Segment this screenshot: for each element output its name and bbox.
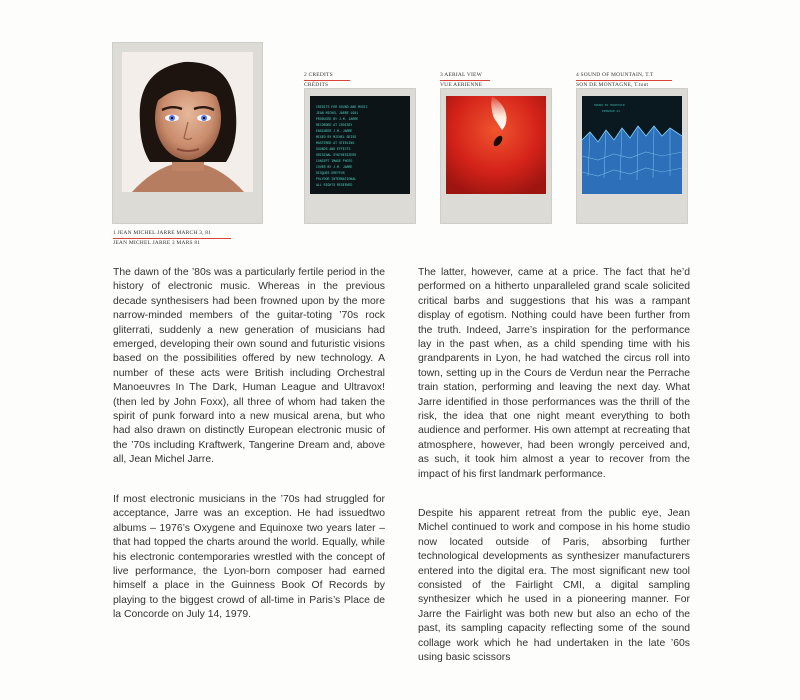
caption-photo-4-line-1: 4 SOUND OF MOUNTAIN, T.T <box>576 72 654 78</box>
caption-photo-2-line-2: CRÉDITS <box>304 82 329 88</box>
credits-screen-line: POLYDOR INTERNATIONAL <box>316 177 357 181</box>
caption-photo-1-line-1: 1 JEAN MICHEL JARRE MARCH 3, 81 <box>113 230 212 236</box>
photo-credits <box>304 88 416 224</box>
credits-screen-line: SOUNDS AND EFFECTS <box>316 147 351 151</box>
photo-sound-of-mountain <box>576 88 688 224</box>
caption-photo-1 <box>113 230 231 247</box>
caption-photo-1-line-2: JEAN MICHEL JARRE 3 MARS 81 <box>113 240 201 246</box>
credits-screen-line: DISQUES DREYFUS <box>316 171 345 175</box>
caption-photo-3-line-1: 3 AERIAL VIEW <box>440 72 483 78</box>
credits-screen-line: MIXED BY MICHEL GEISS <box>316 135 357 139</box>
caption-photo-4 <box>576 72 672 89</box>
credits-screen-line: ALL RIGHTS RESERVED <box>316 183 353 187</box>
paragraph-left-2: If most electronic musicians in the ’70s had struggled for acceptance, Jarre was an exception. He had issuedtwo albums – 1976’s Oxygene and Equinoxe two years later – that had topped the charts around the world. Equally, while his electronic contemporaries wrestled with the concept of live performance, the Lyon-born composer had earned himself a place in the Guinness Book Of Records by playing to the biggest crowd of all-time in Paris’s Place de la Concorde on July 14, 1979. <box>113 494 385 621</box>
paragraph-left-1: The dawn of the ’80s was a particularly fertile period in the history of electronic music. Whereas in the previous decade synthesisers had been frowned upon by the more narrow-minded members of the guitar-toting ’70s rock gliterrati, suddenly a new generation of musicians had emerged, developing their own sound and futuristic visions based on the possibilities offered by new technology. A number of these acts were British including Orchestral Manoeuvres In The Dark, Human League and Ultravox! (then led by John Foxx), all three of whom had taken the spirit of punk forward into a new musical arena, but who had also drawn on distinctly European electronic music of the ’70s including Kraftwerk, Tangerine Dream and, above all, Jean Michel Jarre. <box>113 267 385 466</box>
credits-screen-line: COVER BY J.M. JARRE <box>316 165 353 169</box>
credits-screen-line: CONCEPT IMAGE PHOTO <box>316 159 353 163</box>
caption-photo-4-line-2: SON DE MONTAGNE, T.tout <box>576 82 649 88</box>
credits-screen-line: ENGINEER J.M. JARRE <box>316 129 353 133</box>
credits-screen-line: PRODUCED BY J.M. JARRE <box>316 117 359 121</box>
credits-screen-line: JEAN MICHEL JARRE 1981 <box>316 111 359 115</box>
credits-screen-line: CREDITS FOR SOUND AND MUSIC <box>316 105 368 109</box>
svg-text:SOUND OF MOUNTAIN: SOUND OF MOUNTAIN <box>594 104 625 107</box>
caption-photo-2 <box>304 72 350 89</box>
credits-screen-image <box>310 96 410 194</box>
mountain-image <box>582 96 682 194</box>
credits-screen-line: ORIGINAL SYNTHESIZERS <box>316 153 357 157</box>
caption-photo-3-line-2: VUE AERIENNE <box>440 82 483 88</box>
svg-text:PROGRAM 22: PROGRAM 22 <box>602 110 621 113</box>
caption-photo-3 <box>440 72 490 89</box>
caption-photo-2-line-1: 2 CREDITS <box>304 72 333 78</box>
photo-aerial-view <box>440 88 552 224</box>
paragraph-right-2: Despite his apparent retreat from the public eye, Jean Michel continued to work and compose in his home studio now located outside of Paris, absorbing further technological developments as synthesizer manufacturers entered into the digital era. The most significant new tool consisted of the Fairlight CMI, a digital sampling synthesizer which he used in a pioneering manner. For Jarre the Fairlight was both new but also an echo of the past, its sampling capacity reflecting some of the sound collage work which he had undertaken in the late ’60s using basic scissors <box>418 508 690 664</box>
portrait-image <box>122 52 253 192</box>
credits-screen-line: MASTERED AT STERLING <box>316 141 355 145</box>
photo-portrait <box>112 42 263 224</box>
credits-screen-line: RECORDED AT CROISSY <box>316 123 353 127</box>
aerial-view-image <box>446 96 546 194</box>
paragraph-right-1: The latter, however, came at a price. The fact that he’d performed on a hitherto unparalleled grand scale solicited critical barbs and suggestions that his was a rampant display of egotism. Nothing could have been further from the truth. Indeed, Jarre’s inspiration for the performance lay in the past when, as a child spending time with his grandparents in Lyon, he had watched the circus roll into town, setting up in the Cours de Verdun near the Perrache train station, performing and leaving the next day. What Jarre identified in those performances was the thrill of the risk, the idea that one night meant everything to both audience and performer. His own attempt at recreating that atmosphere, however, had been wrongly perceived and, as such, it took him almost a year to recover from the impact of his first landmark performance. <box>418 267 690 480</box>
